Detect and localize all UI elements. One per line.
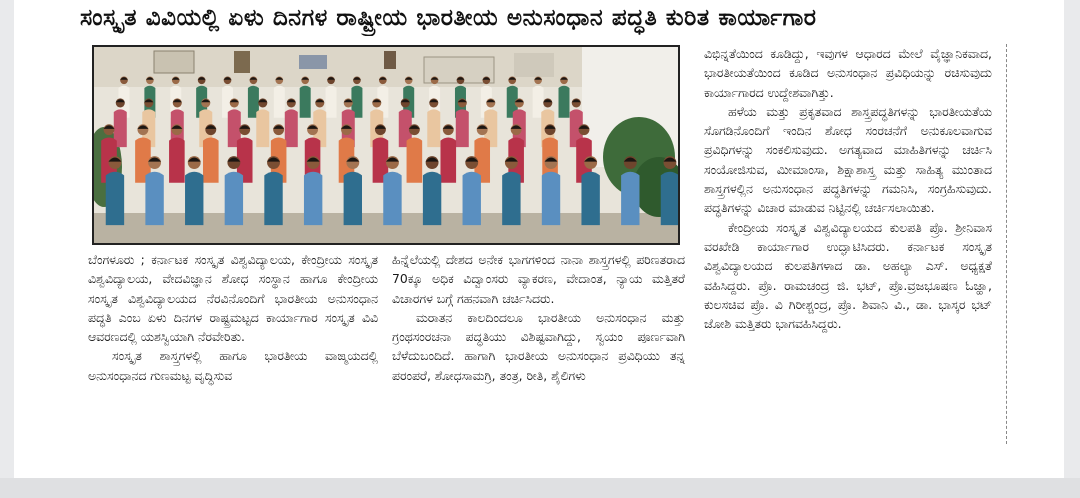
person-body: [440, 137, 456, 182]
paragraph: ಕೇಂದ್ರೀಯ ಸಂಸ್ಕೃತ ವಿಶ್ವವಿದ್ಯಾಲಯದ ಕುಲಪತಿ ಪ್ರೊ. ಶ್ರೀನಿವಾಸ ವರಖೇಡಿ ಕಾರ್ಯಾಗಾರ ಉದ್ಘಾಟಿಸಿದರು. ಕರ್ನಾಟಕ ಸಂಸ್ಕೃತ ವಿಶ್ವವಿದ್ಯಾಲಯದ ಕುಲಪತಿಗಳಾದ ಡಾ. ಅಹಲ್ಯಾ ಎಸ್. ಅಧ್ಯಕ್ಷತೆ ವಹಿಸಿದ್ದರು. ಪ್ರೊ. ರಾಮಚಂದ್ರ ಜಿ. ಭಟ್, ಪ್ರೊ.ವ್ರಜಭೂಷಣ ಓಜ್ಹಾ, ಕುಲಸಚಿವ ಪ್ರೊ. ವಿ ಗಿರೀಶ್ಚಂದ್ರ, ಪ್ರೊ. ಶಿವಾನಿ ವಿ., ಡಾ. ಭಾಸ್ಕರ ಭಟ್ ಜೋಶಿ ಮತ್ತಿತರು ಭಾಗವಹಿಸಿದ್ದರು.: [704, 219, 992, 332]
person-body: [225, 172, 243, 225]
person-body: [423, 172, 441, 225]
paragraph: ಹಿನ್ನೆಲೆಯಲ್ಲಿ ದೇಶದ ಅನೇಕ ಭಾಗಗಳಿಂದ ನಾನಾ ಶಾಸ್ತ್ರಗಳಲ್ಲಿ ಪರಿಣತರಾದ 70ಕ್ಕೂ ಅಧಿಕ ವಿದ್ವಾಂಸರು ವ್ಯಾಕರಣ, ವೇದಾಂತ, ನ್ಯಾಯ ಮತ್ತಿತರೆ ವಿಚಾರಗಳ ಬಗ್ಗೆ ಗಹನವಾಗಿ ಚರ್ಚಿಸಿದರು.: [392, 252, 685, 306]
paragraph: ಸಂಸ್ಕೃತ ಶಾಸ್ತ್ರಗಳಲ್ಲಿ ಹಾಗೂ ಭಾರತೀಯ ವಾಙ್ಮಯದಲ್ಲಿ ಅನುಸಂಧಾನದ ಗುಣಮಟ್ಟ ವೃದ್ಧಿಸುವ: [88, 348, 378, 383]
article-headline: ಸಂಸ್ಕೃತ ವಿವಿಯಲ್ಲಿ ಏಳು ದಿನಗಳ ರಾಷ್ಟ್ರೀಯ ಭಾರತೀಯ ಅನುಸಂಧಾನ ಪದ್ಧತಿ ಕುರಿತ ಕಾರ್ಯಾಗಾರ: [80, 5, 817, 31]
person-body: [621, 172, 639, 225]
person-body: [661, 172, 678, 225]
person-body: [456, 109, 469, 147]
group-photo-illustration: [94, 47, 678, 243]
person-body: [383, 172, 401, 225]
person-body: [264, 172, 282, 225]
person-body: [463, 172, 481, 225]
article-column-1: [88, 250, 378, 428]
paragraph: ಮರಾತನ ಕಾಲದಿಂದಲೂ ಭಾರತೀಯ ಅನುಸಂಧಾನ ಮತ್ತು ಗ್ರಂಥಸಂರಚನಾ ಪದ್ಧತಿಯು ವಿಶಿಷ್ಟವಾಗಿದ್ದು, ಸ್ವಯಂ ಪೂರ್ಣವಾಗಿ ಬೆಳೆದುಬಂದಿದೆ. ಹಾಗಾಗಿ ಭಾರತೀಯ ಅನುಸಂಧಾನ ಪ್ರವಿಧಿಯು ತನ್ನ ಪರಂಪರೆ, ಶೋಧಸಾಮಗ್ರಿ, ತಂತ್ರ, ರೀತಿ, ಶೈಲಿಗಳು: [392, 309, 685, 383]
article-column-3: [704, 44, 992, 434]
person-body: [344, 172, 362, 225]
person-body: [300, 86, 311, 118]
person-body: [427, 109, 440, 147]
person-body: [106, 172, 124, 225]
person-body: [285, 109, 298, 147]
paragraph: ಹಳೆಯ ಮತ್ತು ಪ್ರಕೃತವಾದ ಶಾಸ್ತ್ರಪದ್ಧತಿಗಳನ್ನು ಭಾರತೀಯತೆಯ ಸೊಗಡಿನೊಂದಿಗೆ ಇಂದಿನ ಶೋಧ ಸಂರಚನೆಗೆ ಅನುಕೂಲವಾಗುವ ಪ್ರವಿಧಿಗಳನ್ನು ಸಂಕಲಿಸುವುದು. ಅಗತ್ಯವಾದ ಮಾಹಿತಿಗಳನ್ನು ಚರ್ಚಿಸಿ ಸಂಯೋಜಿಸುವ, ಮೀಮಾಂಸಾ, ಶಿಕ್ಷಾಶಾಸ್ತ್ರ ಮತ್ತು ಸಾಹಿತ್ಯ ಮುಂತಾದ ಶಾಸ್ತ್ರಗಳಲ್ಲಿನ ಅನುಸಂಧಾನ ಪದ್ಧತಿಗಳನ್ನು ಗಮನಿಸಿ, ಸಂಗ್ರಹಿಸುವುದು. ಪದ್ಧತಿಗಳನ್ನು ವಿಚಾರ ಮಾಡುವ ನಿಟ್ಟಿನಲ್ಲಿ ಚರ್ಚಿಸಲಾಯಿತು.: [704, 103, 992, 216]
paragraph: ವಿಭಿನ್ನತೆಯಿಂದ ಕೂಡಿದ್ದು, ಇವುಗಳ ಆಧಾರದ ಮೇಲೆ ವೈಜ್ಞಾನಿಕವಾದ, ಭಾರತೀಯತೆಯಿಂದ ಕೂಡಿದ ಅನುಸಂಧಾನ ಪ್ರವಿಧಿಯನ್ನು ರಚಿಸುವುದು ಕಾರ್ಯಾಗಾರದ ಉದ್ದೇಶವಾಗಿತ್ತು.: [704, 46, 992, 100]
page-bottom-strip: [0, 478, 1080, 498]
person-body: [274, 86, 285, 118]
person-body: [559, 86, 570, 118]
person-body: [581, 172, 599, 225]
person-body: [256, 109, 269, 147]
person-body: [185, 172, 203, 225]
column-divider: [1006, 44, 1007, 444]
article-column-2: [392, 250, 685, 432]
person-body: [502, 172, 520, 225]
person-body: [169, 137, 185, 182]
person-body: [407, 137, 423, 182]
person-body: [542, 172, 560, 225]
person-body: [326, 86, 337, 118]
paragraph: ಬೆಂಗಳೂರು ; ಕರ್ನಾಟಕ ಸಂಸ್ಕೃತ ವಿಶ್ವವಿದ್ಯಾಲಯ, ಕೇಂದ್ರೀಯ ಸಂಸ್ಕೃತ ವಿಶ್ವವಿದ್ಯಾಲಯ, ವೇದವಿಜ್ಞಾನ ಶೋಧ ಸಂಸ್ಥಾನ ಹಾಗೂ ಕೇಂದ್ರೀಯ ಸಂಸ್ಕೃತ ವಿಶ್ವವಿದ್ಯಾಲಯದ ನೆರವಿನೊಂದಿಗೆ ಭಾರತೀಯ ಅನುಸಂಧಾನ ಪದ್ಧತಿ ಎಂಬ ಏಳು ದಿನಗಳ ರಾಷ್ಟ್ರಮಟ್ಟದ ಕಾರ್ಯಾಗಾರ ಸಂಸ್ಕೃತ ವಿವಿ ಆವರಣದಲ್ಲಿ ಯಶಸ್ವಿಯಾಗಿ ನೆರವೇರಿತು.: [88, 252, 378, 345]
group-photo: [92, 45, 680, 245]
person-body: [304, 172, 322, 225]
person-body: [203, 137, 219, 182]
person-body: [145, 172, 163, 225]
